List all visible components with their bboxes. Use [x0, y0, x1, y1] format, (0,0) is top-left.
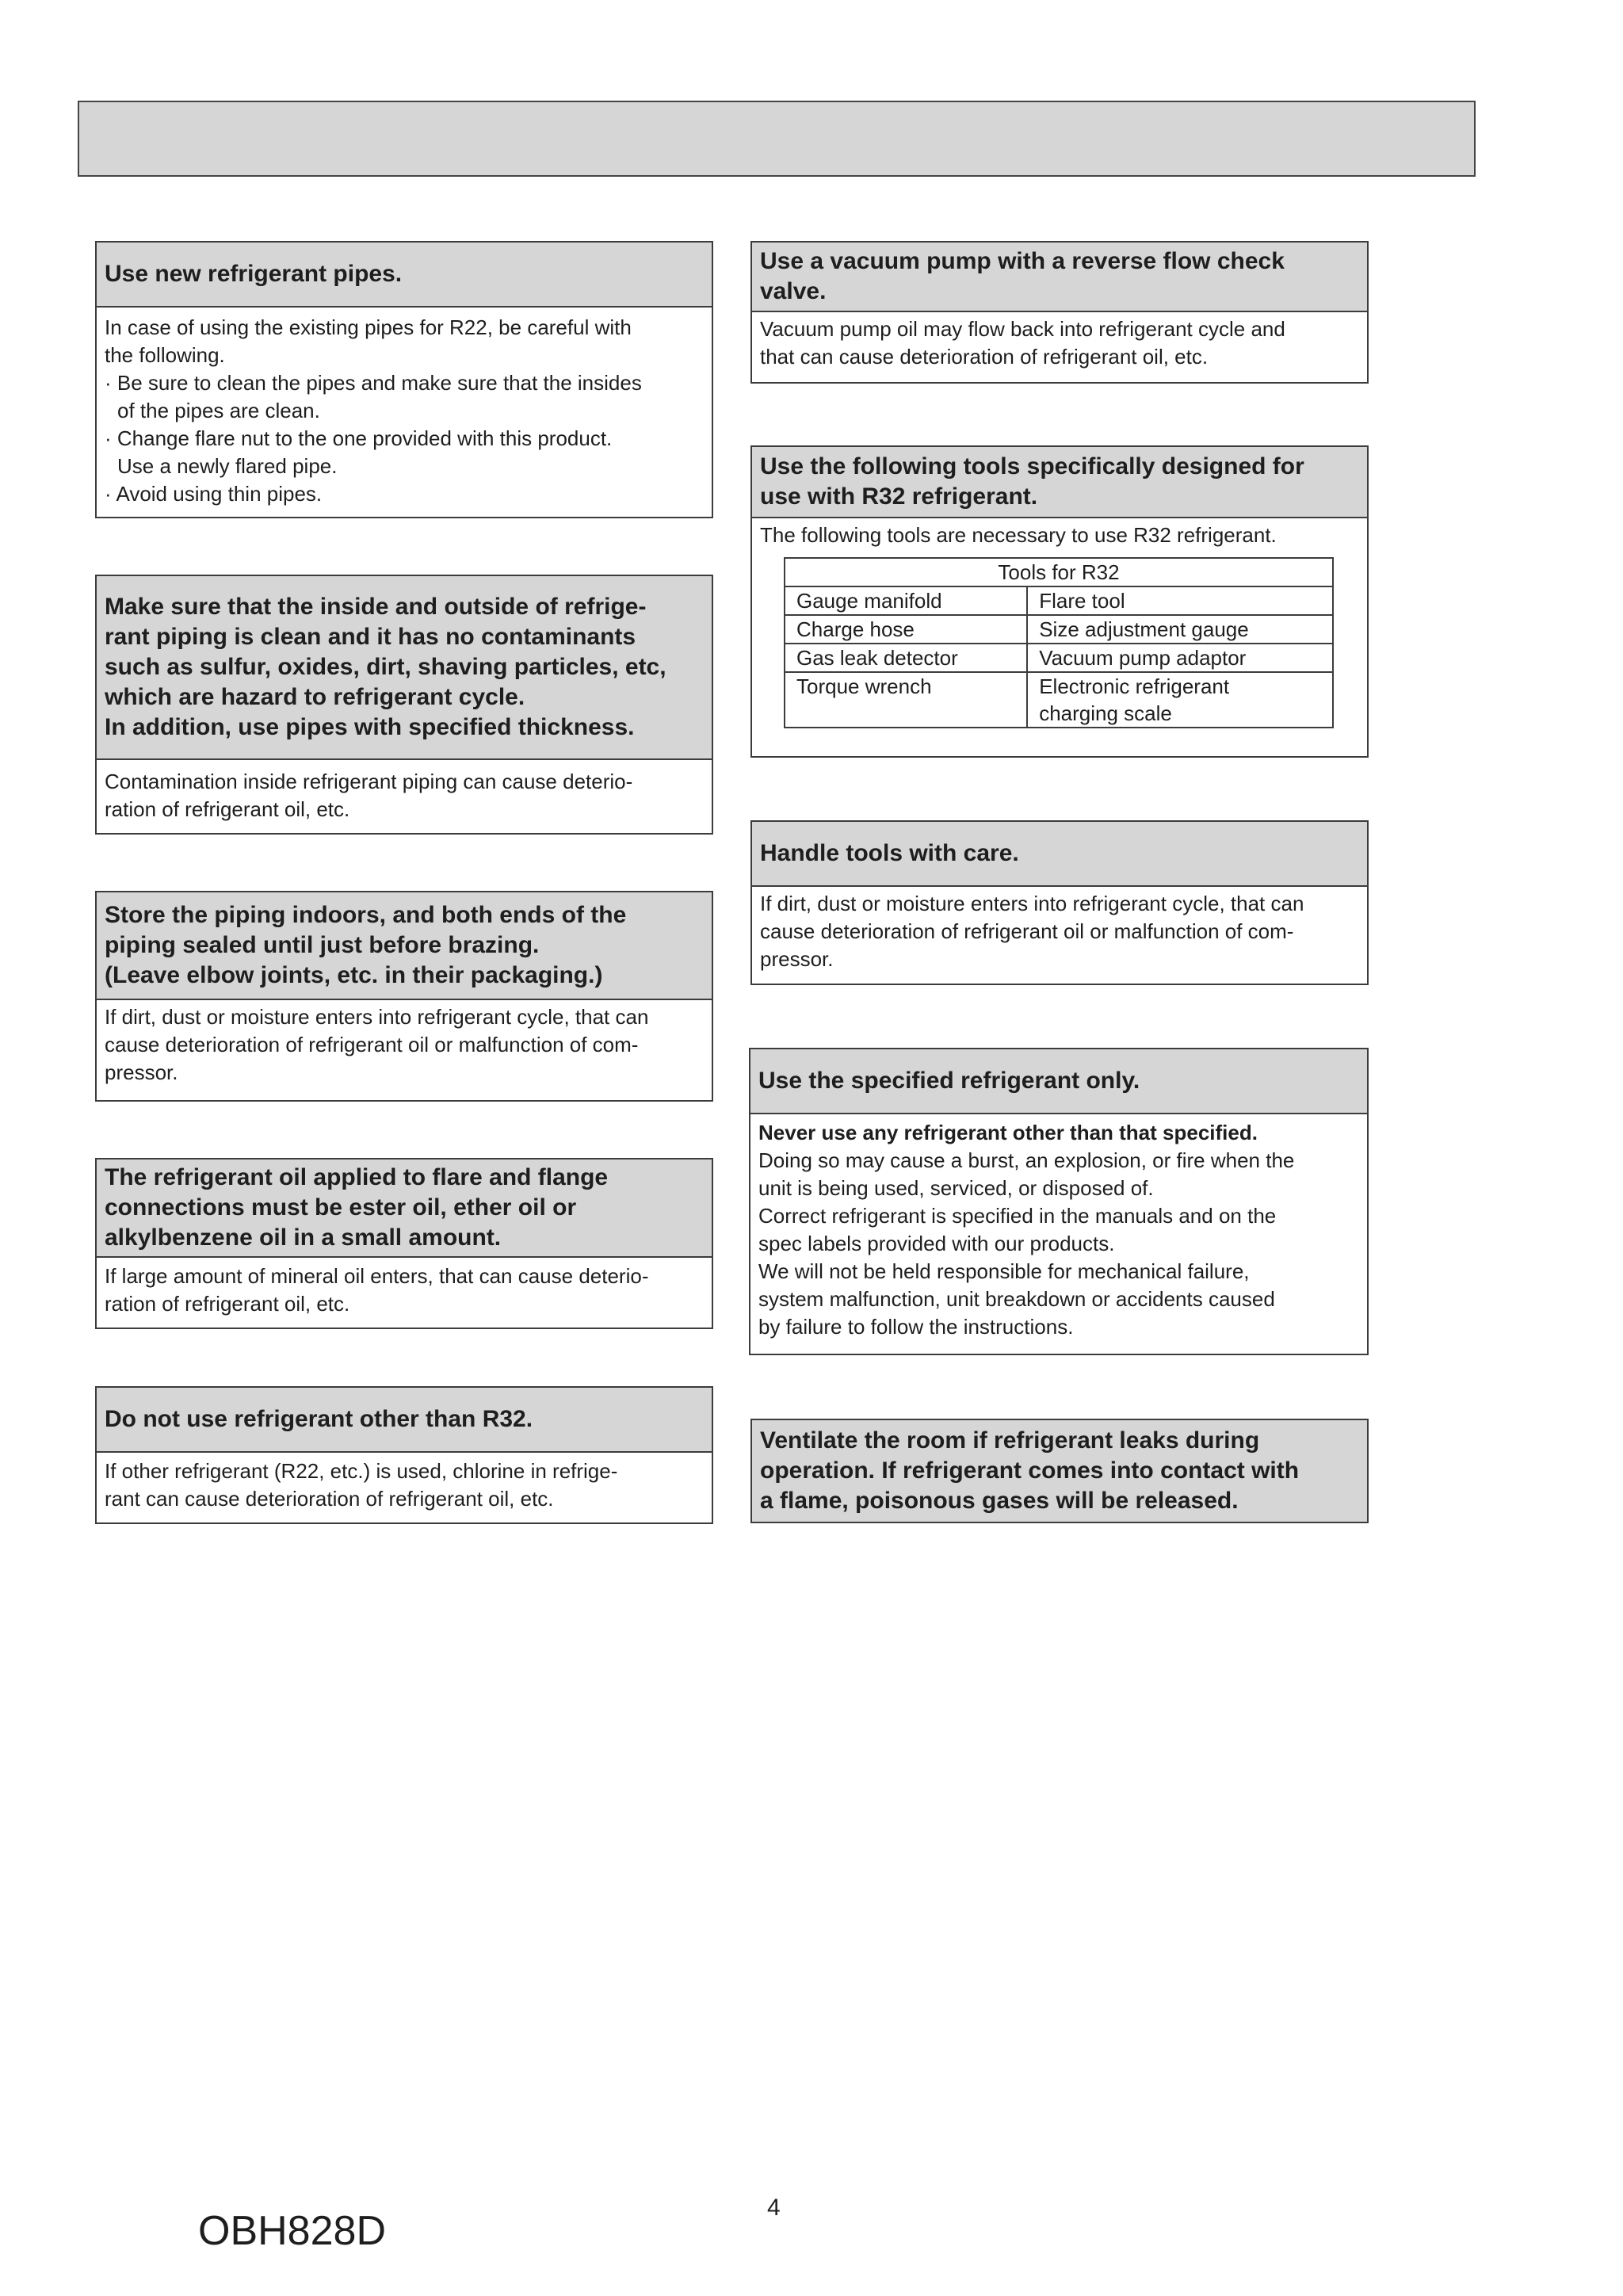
notice-heading: [752, 1420, 1367, 1522]
body-line: Vacuum pump oil may flow back into refrigerant cycle and: [760, 317, 1285, 341]
heading-line: In addition, use pipes with specified thickness.: [105, 714, 635, 740]
notice-store-piping: [95, 891, 713, 1102]
body-line: If dirt, dust or moisture enters into refrigerant cycle, that can: [105, 1005, 649, 1029]
heading-line: Use new refrigerant pipes.: [105, 261, 403, 287]
heading-line: valve.: [760, 278, 827, 304]
section-title-bar: [78, 101, 1476, 177]
body-line: We will not be held responsible for mechanical failure,: [758, 1259, 1250, 1283]
body-line: · Avoid using thin pipes.: [105, 482, 323, 506]
body-warning-line: Never use any refrigerant other than that specified.: [758, 1121, 1258, 1144]
body-line: pressor.: [760, 947, 834, 971]
heading-line: alkylbenzene oil in a small amount.: [105, 1224, 502, 1251]
notice-body: [97, 1258, 712, 1326]
heading-line: Use the specified refrigerant only.: [758, 1068, 1140, 1094]
notice-heading: [752, 822, 1367, 887]
body-line: by failure to follow the instructions.: [758, 1315, 1074, 1339]
body-line: cause deterioration of refrigerant oil or malfunction of com-: [105, 1033, 639, 1056]
table-cell: Size adjustment gauge: [1027, 615, 1333, 644]
body-line: The following tools are necessary to use R32 refrigerant.: [760, 523, 1277, 547]
body-line: cause deterioration of refrigerant oil or malfunction of com-: [760, 919, 1294, 943]
body-line: rant can cause deterioration of refrigerant oil, etc.: [105, 1487, 554, 1511]
heading-line: Do not use refrigerant other than R32.: [105, 1406, 533, 1432]
heading-line: Make sure that the inside and outside of refrige-: [105, 594, 647, 620]
notice-handle-tools: [750, 820, 1369, 985]
body-line: Doing so may cause a burst, an explosion, or fire when the: [758, 1148, 1295, 1172]
heading-line: piping sealed until just before brazing.: [105, 932, 540, 958]
table-cell: charging scale: [1027, 700, 1333, 728]
heading-line: (Leave elbow joints, etc. in their packaging.): [105, 962, 603, 988]
body-line: of the pipes are clean.: [117, 399, 320, 422]
notice-heading: [750, 1049, 1367, 1114]
notice-r32-tools: [750, 445, 1369, 758]
r32-tools-table: [784, 557, 1334, 728]
table-cell: Gauge manifold: [785, 586, 1027, 615]
notice-ventilate-room: [750, 1419, 1369, 1523]
body-line: that can cause deterioration of refrigerant oil, etc.: [760, 345, 1209, 369]
table-title: Tools for R32: [785, 558, 1333, 586]
table-cell: Gas leak detector: [785, 644, 1027, 672]
heading-line: which are hazard to refrigerant cycle.: [105, 684, 525, 710]
body-line: the following.: [105, 343, 225, 367]
notice-vacuum-pump: [750, 241, 1369, 384]
table-cell: [785, 700, 1027, 728]
notice-heading: [97, 1388, 712, 1453]
notice-heading: [752, 243, 1367, 312]
notice-r32-only: [95, 1386, 713, 1524]
heading-line: a flame, poisonous gases will be released.: [760, 1488, 1239, 1514]
body-line: unit is being used, serviced, or disposed of.: [758, 1176, 1154, 1200]
notice-body: [750, 1114, 1367, 1349]
table-cell: Vacuum pump adaptor: [1027, 644, 1333, 672]
heading-line: rant piping is clean and it has no contaminants: [105, 624, 636, 650]
body-line: · Change flare nut to the one provided with this product.: [105, 426, 613, 450]
table-cell: Torque wrench: [785, 672, 1027, 700]
notice-heading: [97, 1159, 712, 1258]
heading-line: Use the following tools specifically designed for: [760, 453, 1304, 479]
notice-body: [752, 518, 1367, 736]
heading-line: Store the piping indoors, and both ends of the: [105, 902, 627, 928]
heading-line: Handle tools with care.: [760, 840, 1019, 866]
notice-body: [752, 887, 1367, 981]
table-cell: Electronic refrigerant: [1027, 672, 1333, 700]
body-line: ration of refrigerant oil, etc.: [105, 797, 350, 821]
notice-specified-refrigerant: [749, 1048, 1369, 1355]
model-code: OBH828D: [198, 2208, 386, 2254]
heading-line: connections must be ester oil, ether oil or: [105, 1194, 577, 1221]
body-line: pressor.: [105, 1060, 178, 1084]
body-line: If dirt, dust or moisture enters into refrigerant cycle, that can: [760, 892, 1304, 915]
body-line: spec labels provided with our products.: [758, 1232, 1115, 1255]
heading-line: operation. If refrigerant comes into contact with: [760, 1457, 1300, 1484]
table-cell: Charge hose: [785, 615, 1027, 644]
notice-refrigerant-oil: [95, 1158, 713, 1329]
heading-line: such as sulfur, oxides, dirt, shaving particles, etc,: [105, 654, 666, 680]
notice-heading: [97, 243, 712, 308]
heading-line: use with R32 refrigerant.: [760, 483, 1038, 510]
body-line: Contamination inside refrigerant piping can cause deterio-: [105, 770, 633, 793]
notice-clean-piping: [95, 575, 713, 835]
notice-body: [97, 1453, 712, 1521]
notice-new-pipes: [95, 241, 713, 518]
body-line: If large amount of mineral oil enters, that can cause deterio-: [105, 1264, 649, 1288]
body-line: In case of using the existing pipes for R22, be careful with: [105, 315, 632, 339]
body-line: Use a newly flared pipe.: [117, 454, 338, 478]
notice-body: [752, 312, 1367, 379]
body-line: Correct refrigerant is specified in the manuals and on the: [758, 1204, 1277, 1228]
notice-heading: [752, 447, 1367, 518]
notice-heading: [97, 892, 712, 1000]
heading-line: The refrigerant oil applied to flare and flange: [105, 1164, 609, 1190]
table-cell: Flare tool: [1027, 586, 1333, 615]
notice-heading: [97, 576, 712, 760]
notice-body: [97, 760, 712, 831]
heading-line: Ventilate the room if refrigerant leaks during: [760, 1427, 1260, 1454]
body-line: ration of refrigerant oil, etc.: [105, 1292, 350, 1316]
notice-body: [97, 308, 712, 516]
body-line: If other refrigerant (R22, etc.) is used, chlorine in refrige-: [105, 1459, 618, 1483]
notice-body: [97, 1000, 712, 1095]
body-line: · Be sure to clean the pipes and make sure that the insides: [105, 371, 642, 395]
heading-line: Use a vacuum pump with a reverse flow check: [760, 248, 1285, 274]
page-number: 4: [767, 2195, 781, 2221]
body-line: system malfunction, unit breakdown or accidents caused: [758, 1287, 1275, 1311]
